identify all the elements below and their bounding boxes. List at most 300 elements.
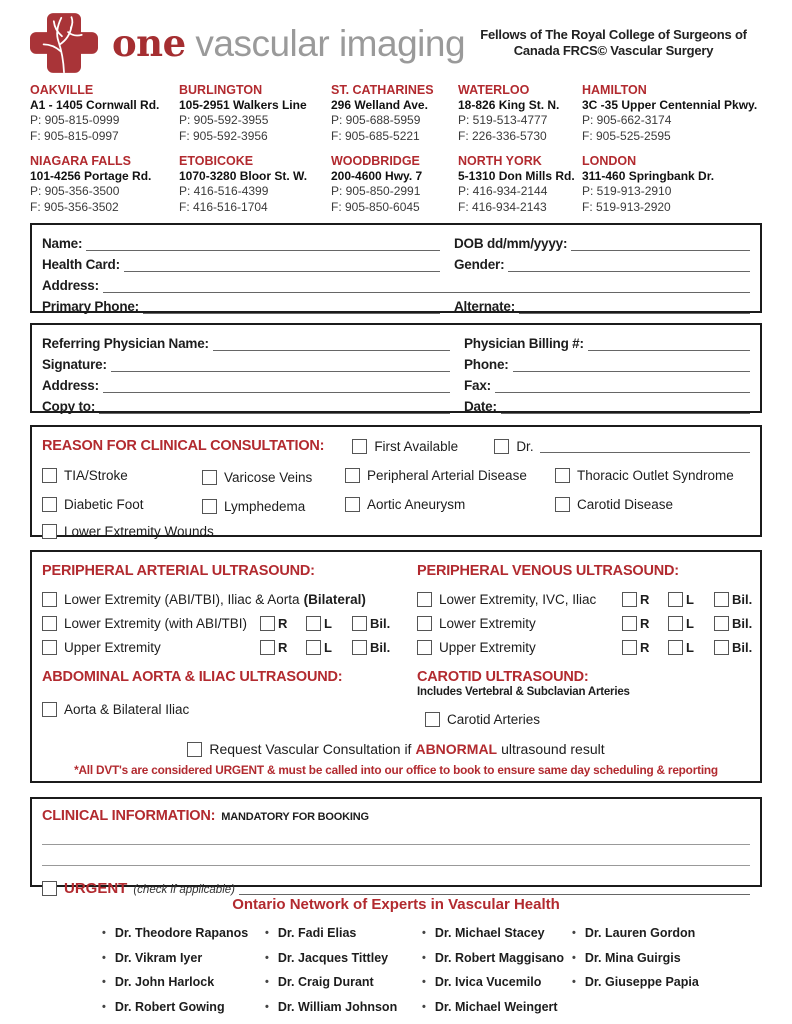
logo xyxy=(30,9,465,77)
fellows-line2: Canada FRCS© Vascular Surgery xyxy=(513,43,714,58)
signature-input-line[interactable] xyxy=(111,358,450,372)
option-label: Diabetic Foot xyxy=(64,497,144,513)
location-address: 3C -35 Upper Centennial Pkwy. xyxy=(582,98,758,112)
reason-consultation-box xyxy=(30,425,762,540)
doctors-column-2 xyxy=(265,921,422,1019)
logo-cross-icon xyxy=(30,9,98,77)
location-address: 105-2951 Walkers Line xyxy=(179,98,307,112)
checkbox-bil[interactable] xyxy=(714,616,729,631)
item-label: Lower Extremity (with ABI/TBI) xyxy=(64,615,248,631)
physician-row-1 xyxy=(42,332,750,351)
doctor-item xyxy=(422,970,572,995)
bullet-icon xyxy=(422,976,426,988)
checkbox-r[interactable] xyxy=(622,592,637,607)
checkbox-l[interactable] xyxy=(668,640,683,655)
location-city: NIAGARA FALLS xyxy=(30,154,131,169)
item-label-col xyxy=(417,640,622,655)
side-label: R xyxy=(640,639,650,655)
location-fax: F: 519-913-2920 xyxy=(582,199,671,214)
physician-address-input-line[interactable] xyxy=(103,379,450,393)
option-aortic-aneurysm xyxy=(345,495,555,514)
side-bil xyxy=(714,592,760,607)
doctor-name: Dr. Giuseppe Papia xyxy=(584,975,699,990)
patient-row-3 xyxy=(42,274,750,293)
doctor-name: Dr. Mina Guirgis xyxy=(584,950,681,965)
doctor-name: Dr. Robert Gowing xyxy=(114,999,225,1014)
bullet-icon xyxy=(422,1001,426,1013)
location-north-york xyxy=(458,153,582,215)
arterial-item-1 xyxy=(42,587,417,611)
copy-to-input-line[interactable] xyxy=(99,400,450,414)
physician-name-label: Referring Physician Name: xyxy=(42,336,209,352)
bullet-icon xyxy=(422,927,426,939)
location-city: OAKVILLE xyxy=(30,83,94,97)
billing-label: Physician Billing #: xyxy=(464,336,584,352)
location-phone: P: 905-850-2991 xyxy=(331,184,421,199)
arterial-title: PERIPHERAL ARTERIAL ULTRASOUND: xyxy=(42,563,315,580)
bullet-icon xyxy=(102,976,106,988)
clinical-header xyxy=(42,808,750,824)
checkbox-lymphedema[interactable] xyxy=(202,499,217,514)
abdominal-carotid-row xyxy=(42,669,750,731)
location-phone: P: 416-516-4399 xyxy=(179,184,269,199)
location-phone: P: 905-815-0999 xyxy=(30,113,120,128)
doctor-item xyxy=(422,921,572,946)
dr-option xyxy=(494,439,750,454)
side-r xyxy=(622,640,668,655)
physician-fax-input-line[interactable] xyxy=(495,379,750,393)
option-lymphedema xyxy=(202,495,345,514)
abdominal-title: ABDOMINAL AORTA & ILIAC ULTRASOUND: xyxy=(42,669,343,686)
item-label: Upper Extremity xyxy=(439,639,536,655)
checkbox-bil[interactable] xyxy=(714,640,729,655)
signature-label: Signature: xyxy=(42,357,107,373)
physician-row-3 xyxy=(42,374,750,393)
dr-name-input-line[interactable] xyxy=(540,439,750,453)
checkbox-peripheral-arterial-disease[interactable] xyxy=(345,468,360,483)
location-fax: F: 416-934-2143 xyxy=(458,199,547,214)
side-label: Bil. xyxy=(732,591,753,607)
dob-field xyxy=(454,236,750,251)
location-fax: F: 905-592-3956 xyxy=(179,128,268,143)
item-label-col xyxy=(42,640,260,655)
reason-header xyxy=(42,438,750,454)
bullet-icon xyxy=(572,976,576,988)
checkbox-bil[interactable] xyxy=(352,640,367,655)
location-hamilton xyxy=(582,82,762,144)
location-address: 296 Welland Ave. xyxy=(331,98,428,112)
venous-item-3 xyxy=(417,635,760,659)
urgent-row xyxy=(42,880,750,897)
side-l xyxy=(306,616,352,631)
checkbox-request-consultation[interactable] xyxy=(187,742,202,757)
checkbox-r[interactable] xyxy=(260,616,275,631)
checkbox-l[interactable] xyxy=(306,640,321,655)
abdominal-section xyxy=(42,669,417,731)
locations-grid xyxy=(30,82,762,215)
side-label: Bil. xyxy=(370,639,391,655)
checkbox-r[interactable] xyxy=(260,640,275,655)
physician-phone-input-line[interactable] xyxy=(513,358,750,372)
bullet-icon xyxy=(572,927,576,939)
location-city: ETOBICOKE xyxy=(179,154,254,169)
health-card-label: Health Card: xyxy=(42,257,120,273)
side-label: L xyxy=(686,615,694,631)
option-thoracic-outlet-syndrome xyxy=(555,466,750,485)
fellows-credentials xyxy=(465,27,762,60)
venous-title: PERIPHERAL VENOUS ULTRASOUND: xyxy=(417,563,679,580)
physician-row-2 xyxy=(42,353,750,372)
doctor-name: Dr. Michael Stacey xyxy=(434,926,545,941)
physician-row-4 xyxy=(42,395,750,414)
billing-input-line[interactable] xyxy=(588,337,750,351)
checkbox-bil[interactable] xyxy=(352,616,367,631)
location-city: WATERLOO xyxy=(458,83,530,97)
checkbox-lower-extremity-wounds[interactable] xyxy=(42,524,57,539)
doctor-item xyxy=(102,970,265,995)
carotid-section xyxy=(417,669,630,731)
date-field xyxy=(464,399,750,414)
side-label: L xyxy=(324,639,332,655)
checkbox-venous-lower[interactable] xyxy=(417,616,432,631)
physician-address-label: Address: xyxy=(42,378,99,394)
option-label: Peripheral Arterial Disease xyxy=(367,468,527,484)
side-select-venous-lower-ivc xyxy=(622,592,760,607)
side-r xyxy=(622,616,668,631)
item-label: Aorta & Bilateral Iliac xyxy=(64,701,190,717)
checkbox-l[interactable] xyxy=(306,616,321,631)
checkbox-bil[interactable] xyxy=(714,592,729,607)
doctor-item xyxy=(572,946,762,971)
physician-phone-field xyxy=(464,357,750,372)
doctors-column-3 xyxy=(422,921,572,1019)
urgent-input-line[interactable] xyxy=(239,881,750,895)
side-label: Bil. xyxy=(732,615,753,631)
location-fax: F: 226-336-5730 xyxy=(458,128,547,143)
side-label: Bil. xyxy=(732,639,753,655)
item-label-col xyxy=(417,616,622,631)
doctor-name: Dr. Jacques Tittley xyxy=(277,950,389,965)
side-select-venous-upper xyxy=(622,640,760,655)
referring-physician-box xyxy=(30,323,762,413)
side-label: L xyxy=(686,639,694,655)
fellows-line1: Fellows of The Royal College of Surgeons of xyxy=(480,26,747,42)
name-field xyxy=(42,236,454,251)
option-label: Thoracic Outlet Syndrome xyxy=(577,468,734,484)
first-available-label: First Available xyxy=(374,438,459,454)
checkbox-varicose-veins[interactable] xyxy=(202,470,217,485)
side-l xyxy=(668,592,714,607)
dob-input-line[interactable] xyxy=(571,237,750,251)
side-select-arterial-lower xyxy=(260,616,398,631)
doctor-item xyxy=(422,995,572,1020)
checkbox-diabetic-foot[interactable] xyxy=(42,497,57,512)
option-label: Varicose Veins xyxy=(224,470,313,486)
item-label: Carotid Arteries xyxy=(447,711,541,727)
name-input-line[interactable] xyxy=(86,237,440,251)
location-burlington xyxy=(179,82,331,144)
doctor-item xyxy=(572,921,762,946)
name-label: Name: xyxy=(42,236,83,252)
checkbox-arterial-upper[interactable] xyxy=(42,640,57,655)
carotid-item xyxy=(425,707,630,731)
location-fax: F: 416-516-1704 xyxy=(179,199,268,214)
location-phone: P: 905-592-3955 xyxy=(179,113,269,128)
side-label: R xyxy=(278,615,288,631)
checkbox-thoracic-outlet-syndrome[interactable] xyxy=(555,468,570,483)
doctor-name: Dr. Vikram Iyer xyxy=(114,950,203,965)
item-label: Upper Extremity xyxy=(64,639,161,655)
location-city: ST. CATHARINES xyxy=(331,83,434,97)
bullet-icon xyxy=(102,952,106,964)
location-city: NORTH YORK xyxy=(458,154,542,169)
checkbox-first-available[interactable] xyxy=(352,439,367,454)
side-bil xyxy=(352,640,398,655)
physician-name-input-line[interactable] xyxy=(213,337,450,351)
patient-address-input-line[interactable] xyxy=(103,279,750,293)
location-london xyxy=(582,153,762,215)
location-niagara-falls xyxy=(30,153,179,215)
location-phone: P: 905-662-3174 xyxy=(582,113,672,128)
clinical-title: CLINICAL INFORMATION: xyxy=(42,808,216,825)
patient-row-4 xyxy=(42,295,750,314)
doctor-name: Dr. Theodore Rapanos xyxy=(114,926,249,941)
checkbox-carotid-disease[interactable] xyxy=(555,497,570,512)
first-available-option xyxy=(352,439,494,454)
doctor-item xyxy=(265,921,422,946)
location-woodbridge xyxy=(331,153,458,215)
health-card-input-line[interactable] xyxy=(124,258,440,272)
abdominal-item xyxy=(42,697,417,721)
primary-phone-input-line[interactable] xyxy=(143,300,440,314)
doctors-grid xyxy=(102,921,762,1019)
side-bil xyxy=(714,616,760,631)
side-r xyxy=(622,592,668,607)
item-label-col xyxy=(417,592,622,607)
doctor-name: Dr. Ivica Vucemilo xyxy=(434,975,542,990)
checkbox-urgent[interactable] xyxy=(42,881,57,896)
physician-fax-label: Fax: xyxy=(464,378,491,394)
request-consultation-row xyxy=(42,741,750,757)
copy-to-field xyxy=(42,399,464,414)
doctor-item xyxy=(102,921,265,946)
option-label: Lower Extremity Wounds xyxy=(64,524,214,540)
doctors-column-1 xyxy=(102,921,265,1019)
side-label: L xyxy=(324,615,332,631)
doctor-name: Dr. John Harlock xyxy=(114,975,215,990)
logo-one-text: one xyxy=(112,21,186,65)
health-card-field xyxy=(42,257,454,272)
side-bil xyxy=(352,616,398,631)
location-city: LONDON xyxy=(582,154,637,169)
location-fax: F: 905-815-0997 xyxy=(30,128,119,143)
primary-phone-field xyxy=(42,299,454,314)
physician-phone-label: Phone: xyxy=(464,357,509,373)
location-fax: F: 905-525-2595 xyxy=(582,128,671,143)
alternate-input-line[interactable] xyxy=(519,300,750,314)
side-select-venous-lower xyxy=(622,616,760,631)
side-label: R xyxy=(640,615,650,631)
option-carotid-disease xyxy=(555,495,750,514)
side-label: R xyxy=(640,591,650,607)
reason-options-grid xyxy=(42,466,750,539)
doctor-item xyxy=(572,970,762,995)
arterial-section xyxy=(42,559,417,659)
physician-name-field xyxy=(42,336,464,351)
signature-field xyxy=(42,357,464,372)
request-text-pre: Request Vascular Consultation if xyxy=(209,741,412,758)
option-label: Aortic Aneurysm xyxy=(367,497,466,513)
dvt-urgent-note: *All DVT's are considered URGENT & must be called into our office to book to ensure same day scheduling & reporting xyxy=(74,763,718,778)
side-r xyxy=(260,616,306,631)
physician-address-field xyxy=(42,378,464,393)
item-label: Lower Extremity xyxy=(439,615,536,631)
clinical-subtitle: MANDATORY FOR BOOKING xyxy=(221,811,369,824)
bullet-icon xyxy=(102,927,106,939)
side-l xyxy=(306,640,352,655)
bullet-icon xyxy=(102,1001,106,1013)
alternate-phone-field xyxy=(454,299,750,314)
checkbox-r[interactable] xyxy=(622,616,637,631)
option-peripheral-arterial-disease xyxy=(345,466,555,485)
arterial-item-2 xyxy=(42,611,417,635)
doctors-column-4 xyxy=(572,921,762,1019)
location-city: HAMILTON xyxy=(582,83,647,97)
doctor-name: Dr. Fadi Elias xyxy=(277,926,357,941)
logo-wordmark xyxy=(112,21,465,65)
side-label: Bil. xyxy=(370,615,391,631)
doctor-item xyxy=(102,995,265,1020)
option-label: Lymphedema xyxy=(224,499,306,515)
side-label: L xyxy=(686,591,694,607)
checkbox-arterial-lower-abi[interactable] xyxy=(42,616,57,631)
ultrasound-columns xyxy=(42,559,753,659)
copy-to-label: Copy to: xyxy=(42,399,96,415)
option-varicose-veins xyxy=(202,466,345,485)
location-phone: P: 905-688-5959 xyxy=(331,113,421,128)
location-city: BURLINGTON xyxy=(179,83,263,97)
gender-label: Gender: xyxy=(454,257,505,273)
doctor-name: Dr. William Johnson xyxy=(277,999,398,1014)
doctor-item xyxy=(265,995,422,1020)
side-l xyxy=(668,616,714,631)
location-address: 1070-3280 Bloor St. W. xyxy=(179,169,308,184)
checkbox-dr[interactable] xyxy=(494,439,509,454)
item-label: Lower Extremity, IVC, Iliac xyxy=(439,591,597,607)
location-fax: F: 905-850-6045 xyxy=(331,199,420,214)
side-r xyxy=(260,640,306,655)
bullet-icon xyxy=(265,952,269,964)
location-st-catharines xyxy=(331,82,458,144)
carotid-title: CAROTID ULTRASOUND: xyxy=(417,669,589,686)
checkbox-l[interactable] xyxy=(668,592,683,607)
doctor-name: Dr. Michael Weingert xyxy=(434,999,558,1014)
checkbox-arterial-lower-iliac-aorta[interactable] xyxy=(42,592,57,607)
location-address: 200-4600 Hwy. 7 xyxy=(331,169,423,184)
checkbox-l[interactable] xyxy=(668,616,683,631)
side-select-arterial-upper xyxy=(260,640,398,655)
clinical-writing-line-2[interactable] xyxy=(42,845,750,866)
bullet-icon xyxy=(572,952,576,964)
request-text-abnormal: ABNORMAL xyxy=(415,741,498,758)
patient-row-1 xyxy=(42,232,750,251)
patient-info-box xyxy=(30,223,762,313)
date-input-line[interactable] xyxy=(501,400,750,414)
option-label: TIA/Stroke xyxy=(64,468,128,484)
dob-label: DOB dd/mm/yyyy: xyxy=(454,236,568,252)
checkbox-venous-lower-ivc-iliac[interactable] xyxy=(417,592,432,607)
side-bil xyxy=(714,640,760,655)
clinical-information-box xyxy=(30,797,762,898)
location-etobicoke xyxy=(179,153,331,215)
option-diabetic-foot xyxy=(42,495,202,514)
location-city: WOODBRIDGE xyxy=(331,154,420,169)
side-l xyxy=(668,640,714,655)
physician-fax-field xyxy=(464,378,750,393)
header xyxy=(30,0,762,78)
urgent-note: (check if applicable) xyxy=(133,884,235,897)
doctor-name: Dr. Robert Maggisano xyxy=(434,950,565,965)
location-phone: P: 519-913-2910 xyxy=(582,184,672,199)
checkbox-r[interactable] xyxy=(622,640,637,655)
venous-section xyxy=(417,559,760,659)
doctor-item xyxy=(102,946,265,971)
request-text-post: ultrasound result xyxy=(501,741,605,758)
patient-row-2 xyxy=(42,253,750,272)
doctor-item xyxy=(265,946,422,971)
option-label: Carotid Disease xyxy=(577,497,674,513)
venous-item-2 xyxy=(417,611,760,635)
item-label: Lower Extremity (ABI/TBI), Iliac & Aorta xyxy=(64,591,300,607)
item-label-bilateral: (Bilateral) xyxy=(303,591,366,607)
gender-field xyxy=(454,257,750,272)
option-tia-stroke xyxy=(42,466,202,485)
location-address: 101-4256 Portage Rd. xyxy=(30,169,152,184)
location-phone: P: 905-356-3500 xyxy=(30,184,120,199)
location-phone: P: 416-934-2144 xyxy=(458,184,548,199)
side-label: R xyxy=(278,639,288,655)
venous-item-1 xyxy=(417,587,760,611)
doctor-name: Dr. Lauren Gordon xyxy=(584,926,696,941)
billing-field xyxy=(464,336,750,351)
checkbox-tia-stroke[interactable] xyxy=(42,468,57,483)
item-label-col xyxy=(42,616,260,631)
checkbox-carotid-arteries[interactable] xyxy=(425,712,440,727)
urgent-label: URGENT xyxy=(64,880,128,898)
location-fax: F: 905-356-3502 xyxy=(30,199,119,214)
bullet-icon xyxy=(265,1001,269,1013)
location-fax: F: 905-685-5221 xyxy=(331,128,420,143)
location-oakville xyxy=(30,82,179,144)
doctor-item xyxy=(422,946,572,971)
clinical-writing-line-1[interactable] xyxy=(42,824,750,845)
bullet-icon xyxy=(265,927,269,939)
bullet-icon xyxy=(265,976,269,988)
gender-input-line[interactable] xyxy=(508,258,750,272)
arterial-item-3 xyxy=(42,635,417,659)
location-waterloo xyxy=(458,82,582,144)
doctor-item xyxy=(265,970,422,995)
logo-rest-text: vascular imaging xyxy=(185,23,466,64)
patient-address-label: Address: xyxy=(42,278,99,294)
location-address: 18-826 King St. N. xyxy=(458,98,560,112)
checkbox-aortic-aneurysm[interactable] xyxy=(345,497,360,512)
footer-title: Ontario Network of Experts in Vascular Health xyxy=(232,896,560,914)
ultrasound-box xyxy=(30,550,762,783)
checkbox-aorta-bilateral-iliac[interactable] xyxy=(42,702,57,717)
date-label: Date: xyxy=(464,399,497,415)
checkbox-venous-upper[interactable] xyxy=(417,640,432,655)
